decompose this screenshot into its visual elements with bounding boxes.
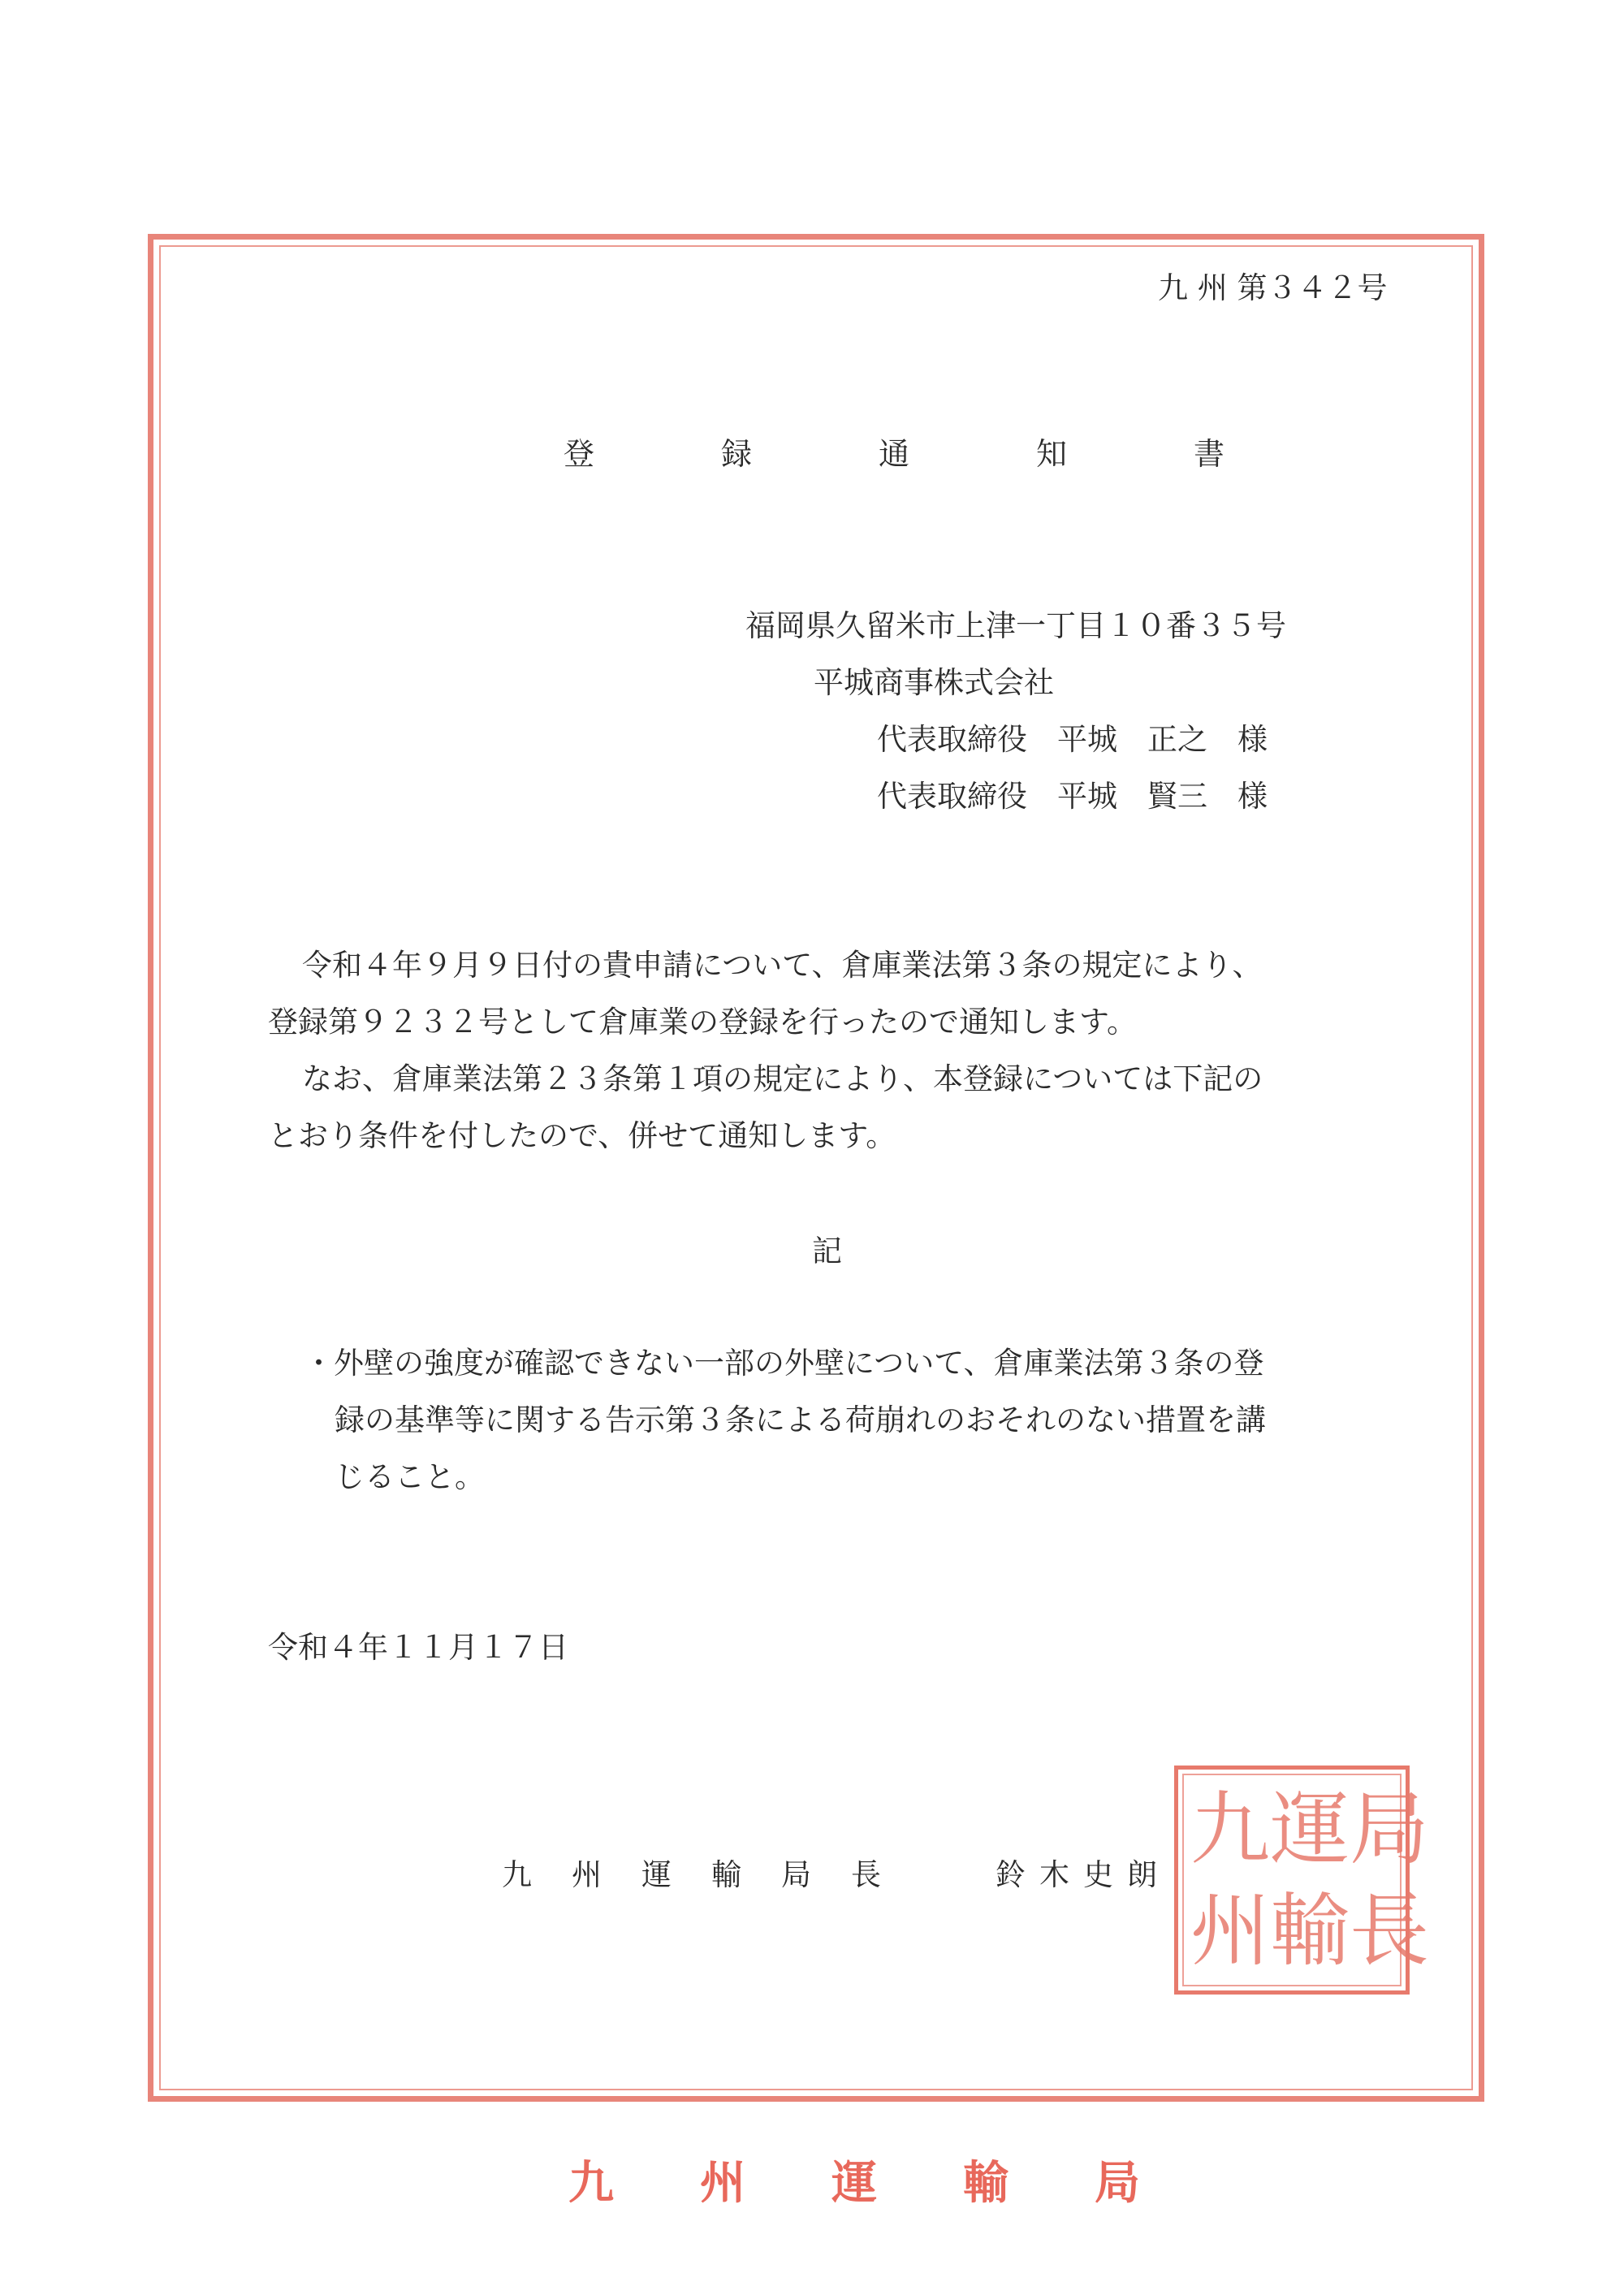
document-title: 登 録 通 知 書 [564,436,1225,472]
body-line: 令和４年９月９日付の貴申請について、倉庫業法第３条の規定により、 [302,948,1263,983]
recipient-representative: 代表取締役 平城 賢三 様 [877,779,1268,814]
body-line: とおり条件を付したので、併せて通知します。 [268,1118,896,1153]
issue-date: 令和４年１１月１７日 [268,1630,568,1665]
recipient-representative: 代表取締役 平城 正之 様 [877,722,1268,757]
official-seal-characters: 九 運 局 州 輸 長 [1190,1783,1430,1977]
recipient-address: 福岡県久留米市上津一丁目１０番３５号 [745,608,1286,643]
signatory-title: 九 州 運 輸 局 長 [502,1857,881,1892]
signatory-name: 鈴 木 史 朗 [996,1857,1157,1892]
recipient-company: 平城商事株式会社 [814,665,1054,700]
condition-line: じること。 [335,1459,485,1494]
condition-line: 録の基準等に関する告示第３条による荷崩れのおそれのない措置を講 [335,1402,1266,1437]
reference-number: 九 州 第３４２号 [1158,270,1388,305]
body-line: なお、倉庫業法第２３条第１項の規定により、本登録については下記の [302,1061,1263,1096]
ki-heading: 記 [812,1234,842,1269]
condition-line: ・外壁の強度が確認できない一部の外壁について、倉庫業法第３条の登 [304,1346,1264,1381]
body-line: 登録第９２３２号として倉庫業の登録を行ったので通知します。 [268,1005,1138,1039]
footer-issuer: 九 州 運 輸 局 [568,2156,1140,2210]
